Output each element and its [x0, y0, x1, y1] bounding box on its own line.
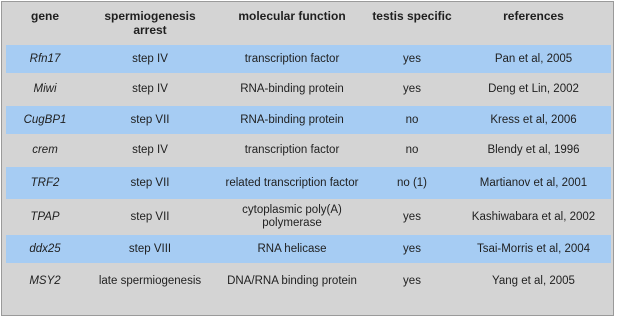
- arrest-cell: step VII: [84, 201, 216, 233]
- arrest-cell: step VII: [84, 106, 216, 134]
- reference-cell: Yang et al, 2005: [456, 265, 611, 297]
- arrest-cell: step IV: [84, 136, 216, 165]
- function-cell: transcription factor: [216, 136, 368, 165]
- testis-cell: yes: [368, 235, 456, 263]
- gene-cell: Miwi: [6, 75, 84, 104]
- function-cell: cytoplasmic poly(A) polymerase: [216, 201, 368, 233]
- table-row: [6, 235, 611, 263]
- arrest-cell: step IV: [84, 75, 216, 104]
- gene-cell: ddx25: [6, 235, 84, 263]
- table-row: [6, 45, 611, 73]
- testis-cell: no (1): [368, 167, 456, 199]
- table-row: [6, 265, 611, 297]
- testis-cell: no: [368, 106, 456, 134]
- testis-cell: no: [368, 136, 456, 165]
- function-cell: related transcription factor: [216, 167, 368, 199]
- gene-cell: TPAP: [6, 201, 84, 233]
- gene-cell: CugBP1: [6, 106, 84, 134]
- function-cell: RNA helicase: [216, 235, 368, 263]
- function-cell: transcription factor: [216, 45, 368, 73]
- gene-cell: TRF2: [6, 167, 84, 199]
- reference-cell: Kress et al, 2006: [456, 106, 611, 134]
- arrest-cell: step VIII: [84, 235, 216, 263]
- table-row: [6, 201, 611, 233]
- gene-table-frame: [1, 1, 614, 316]
- table-row: [6, 136, 611, 165]
- header-arrest: spermiogenesis arrest: [104, 9, 196, 37]
- testis-cell: yes: [368, 265, 456, 297]
- reference-cell: Blendy et al, 1996: [456, 136, 611, 165]
- table-row: [6, 106, 611, 134]
- testis-cell: yes: [368, 45, 456, 73]
- reference-cell: Martianov et al, 2001: [456, 167, 611, 199]
- function-cell: RNA-binding protein: [216, 75, 368, 104]
- reference-cell: Deng et Lin, 2002: [456, 75, 611, 104]
- testis-cell: yes: [368, 75, 456, 104]
- gene-cell: MSY2: [6, 265, 84, 297]
- testis-cell: yes: [368, 201, 456, 233]
- header-testis-specific: testis specific: [372, 9, 452, 23]
- arrest-cell: late spermiogenesis: [84, 265, 216, 297]
- table-row: [6, 75, 611, 104]
- header-row: [6, 7, 611, 43]
- function-cell: RNA-binding protein: [216, 106, 368, 134]
- gene-cell: crem: [6, 136, 84, 165]
- function-cell: DNA/RNA binding protein: [216, 265, 368, 297]
- table-row: [6, 167, 611, 199]
- gene-table: [6, 5, 611, 299]
- header-references: references: [503, 9, 564, 23]
- reference-cell: Kashiwabara et al, 2002: [456, 201, 611, 233]
- arrest-cell: step VII: [84, 167, 216, 199]
- reference-cell: Pan et al, 2005: [456, 45, 611, 73]
- header-function: molecular function: [238, 9, 346, 23]
- header-gene: gene: [30, 9, 59, 23]
- arrest-cell: step IV: [84, 45, 216, 73]
- reference-cell: Tsai-Morris et al, 2004: [456, 235, 611, 263]
- gene-cell: Rfn17: [6, 45, 84, 73]
